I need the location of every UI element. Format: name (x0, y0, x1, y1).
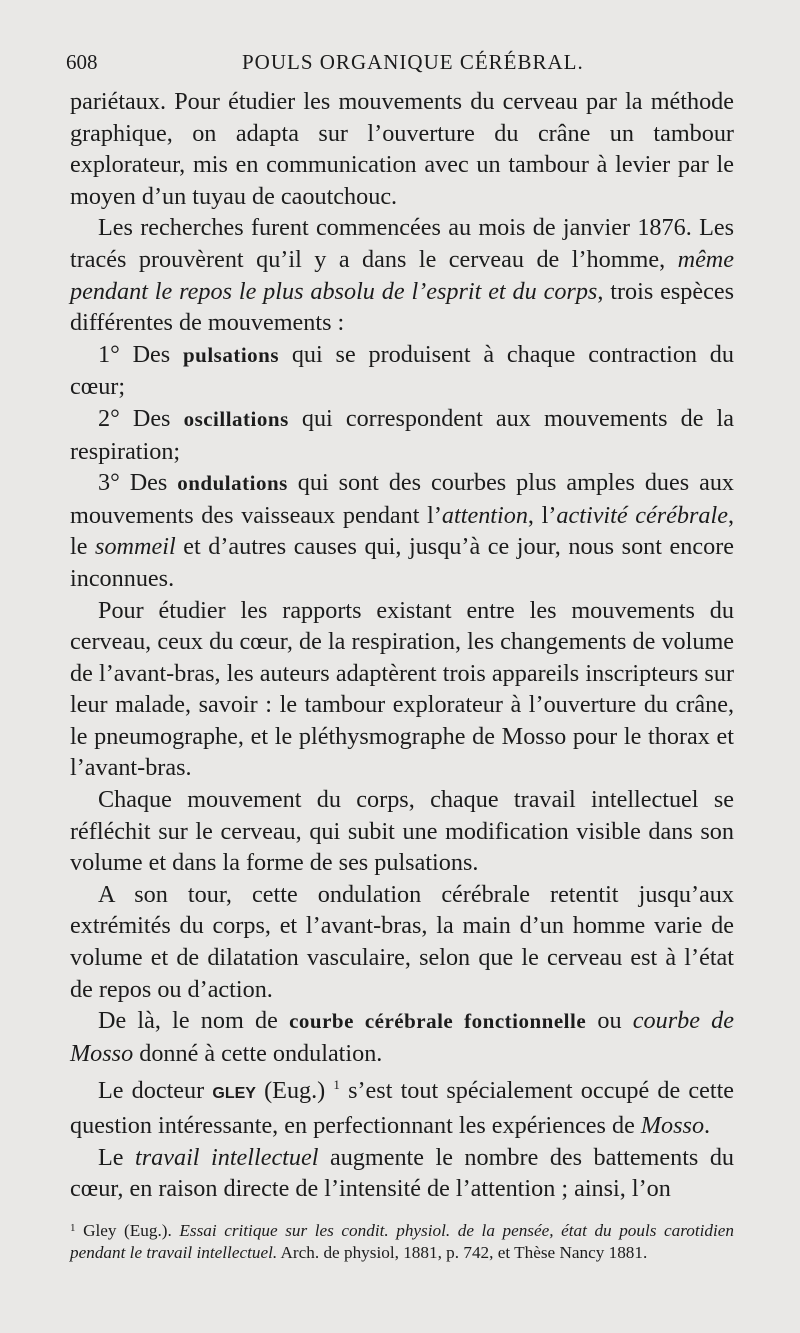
paragraph (70, 1069, 734, 1141)
term-ondulations: ondulations (177, 471, 288, 496)
footnote (70, 1217, 734, 1264)
running-title: POULS ORGANIQUE CÉRÉBRAL. (242, 50, 584, 74)
paragraph: Chaque mouvement du corps, chaque travail intellectuel se réfléchit sur le cerveau, qui subit une modification visible dans son volume et dans la forme de ses pulsations. (70, 786, 734, 877)
author-name: GLEY (212, 1085, 256, 1103)
list-item (70, 467, 734, 594)
text-span: s’est tout spécialement occupé de cette question intéressante, en perfectionnant les expériences de (70, 1077, 735, 1139)
text-span: , le (70, 501, 734, 561)
item-number: 3° Des (98, 469, 168, 497)
emphasis-text: travail intellectuel (135, 1143, 319, 1171)
text-span: donné à cette ondulation. (139, 1039, 383, 1067)
emphasis-text: sommeil (95, 533, 176, 561)
item-number: 2° Des (98, 404, 171, 432)
text-span: ou (597, 1007, 622, 1035)
paragraph: pariétaux. Pour étudier les mouvements du cerveau par la méthode graphique, on adapta sur l’ouverture du crâne un tambour explorateur, mis en communication avec un tambour à levier par le moyen d’un tuyau de caoutchouc. (70, 88, 734, 210)
footnote-author: Gley (Eug.). (83, 1221, 172, 1240)
page-number: 608 (66, 50, 98, 74)
paragraph: Pour étudier les rapports existant entre les mouvements du cerveau, ceux du cœur, de la respiration, les changements de volume de l’avant-bras, les auteurs adaptèrent trois appareils inscripteurs sur leur malade, savoir : le tambour explorateur à l’ouverture du crâne, le pneumographe, et le pléthysmographe de Mosso pour le thorax et l’avant-bras. (70, 596, 734, 782)
paragraph (70, 1142, 734, 1205)
text-span: Le (98, 1143, 124, 1171)
emphasis-text: même pendant le repos le plus absolu de l’esprit et du corps (70, 245, 735, 305)
text-span: qui correspondent aux mouvements de la respiration; (70, 404, 735, 465)
text-span: Le docteur (98, 1077, 205, 1105)
text-span: . (704, 1112, 711, 1139)
text-span: augmente le nombre des battements du cœur, en raison directe de l’intensité de l’attention ; ainsi, l’on (70, 1143, 735, 1203)
emphasis-text: courbe de Mosso (70, 1007, 735, 1067)
text-span: , trois espèces différentes de mouvements : (70, 277, 734, 337)
list-item (70, 403, 734, 467)
term-courbe-cerebrale: courbe cérébrale fonctionnelle (289, 1009, 587, 1034)
term-pulsations: pulsations (182, 342, 280, 367)
list-item (70, 339, 734, 403)
text-span: Les recherches furent commencées au mois de janvier 1876. Les tracés prouvèrent qu’il y a dans le cerveau de l’homme, (70, 214, 734, 273)
text-span: et d’autres causes qui, jusqu’à ce jour, nous sont encore inconnues. (70, 533, 735, 592)
text-span: qui sont des courbes plus amples dues aux mouvements des vaisseaux pendant (70, 469, 735, 529)
emphasis-text: attention (441, 501, 528, 529)
text-span: l’ (541, 501, 557, 529)
emphasis-text: activité cérébrale (556, 501, 728, 529)
text-span: (Eug.) (264, 1077, 326, 1105)
paragraph (70, 212, 734, 338)
footnote-reference: Arch. de physiol, 1881, p. 742, et Thèse Nancy 1881. (280, 1243, 648, 1262)
page-header (66, 44, 740, 80)
paragraph: A son tour, cette ondulation cérébrale retentit jusqu’aux extrémités du corps, et l’avant-bras, la main d’un homme varie de volume et de dilatation vasculaire, selon que le cerveau est à l’état de repos ou d’action. (70, 880, 734, 1003)
text-span: , (527, 501, 534, 529)
footnote-title: Essai critique sur les condit. physiol. de la pensée, état du pouls carotidien pendant le travail intellectuel. (70, 1221, 735, 1262)
footnote-marker: 1 (70, 1222, 76, 1234)
body-text (70, 86, 734, 1205)
text-span: De là, le nom de (98, 1007, 278, 1035)
text-span: l’ (427, 501, 442, 529)
item-number: 1° Des (98, 340, 171, 368)
paragraph (70, 1005, 734, 1069)
footnote-ref[interactable]: 1 (333, 1077, 340, 1093)
text-span: qui se produisent à chaque contraction du cœur; (70, 340, 734, 401)
emphasis-text: Mosso (640, 1112, 705, 1139)
term-oscillations: oscillations (183, 406, 289, 431)
